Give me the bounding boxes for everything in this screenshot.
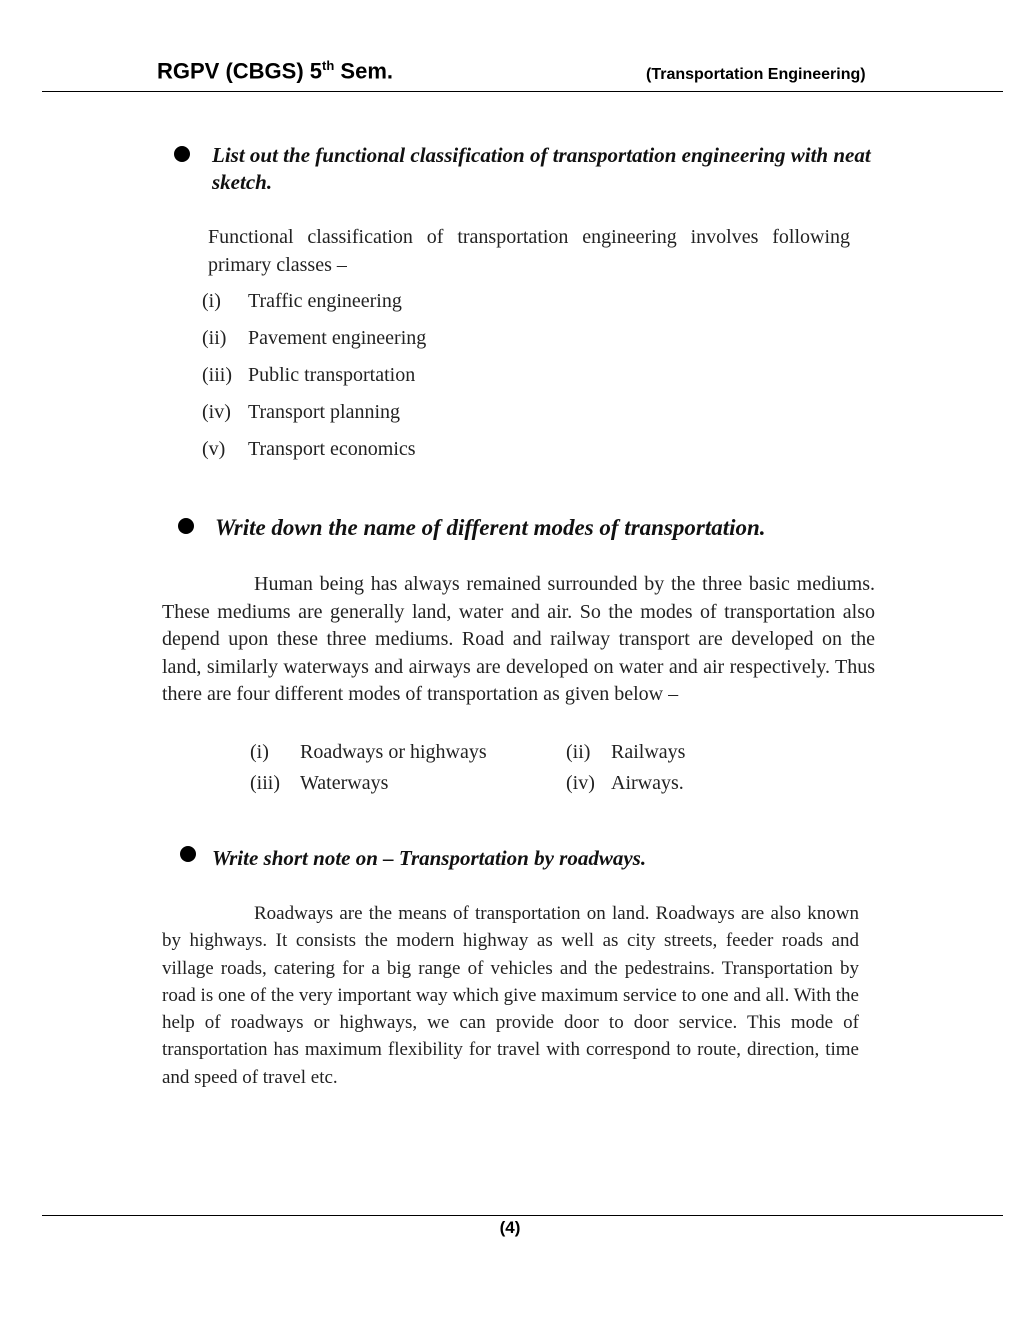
bullet-icon bbox=[178, 518, 194, 534]
question-1: List out the functional classification of transportation engineering with neat sketch. bbox=[212, 143, 871, 194]
mode-item: (ii) Railways bbox=[566, 741, 686, 763]
list-item: (iv) Transport planning bbox=[202, 401, 401, 423]
section-1-intro: Functional classification of transportation engineering involves following primary classes – bbox=[208, 226, 850, 276]
mode-item: (iv) Airways. bbox=[566, 772, 684, 794]
list-item: (i) Traffic engineering bbox=[202, 290, 402, 312]
list-item: (v) Transport economics bbox=[202, 438, 416, 460]
section-3-body: Roadways are the means of transportation on land. Roadways are also known by highways. It consists the modern highway as well as city streets, feeder roads and village roads, catering for a big range of vehicles and the pedestrains. Transportation by road is one of the very important way which give maximum service to one and all. With the help of roadways or highways, we can provide door to door service. This mode of transportation has maximum flexibility for travel with correspond to route, direction, time and speed of travel etc. bbox=[162, 903, 859, 1088]
section-2-body: Human being has always remained surrounded by the three basic mediums. These mediums are generally land, water and air. So the modes of transportation also depend upon these three mediums. Road and railway transport are developed on the land, similarly waterways and airways are developed on water and air respectively. Thus there are four different modes of transportation as given below – bbox=[162, 573, 875, 705]
question-3: Write short note on – Transportation by roadways. bbox=[212, 846, 647, 870]
mode-item: (i) Roadways or highways bbox=[250, 741, 487, 763]
header-divider bbox=[42, 91, 1003, 92]
question-2: Write down the name of different modes of transportation. bbox=[215, 515, 766, 540]
header-course: RGPV (CBGS) 5th Sem. bbox=[157, 58, 394, 84]
list-item: (ii) Pavement engineering bbox=[202, 327, 427, 349]
bullet-icon bbox=[174, 146, 190, 162]
page-number: (4) bbox=[499, 1218, 521, 1237]
bullet-icon bbox=[180, 846, 196, 862]
mode-item: (iii) Waterways bbox=[250, 772, 389, 794]
footer-divider bbox=[42, 1215, 1003, 1216]
header-subject: (Transportation Engineering) bbox=[646, 66, 866, 83]
list-item: (iii) Public transportation bbox=[202, 364, 416, 386]
